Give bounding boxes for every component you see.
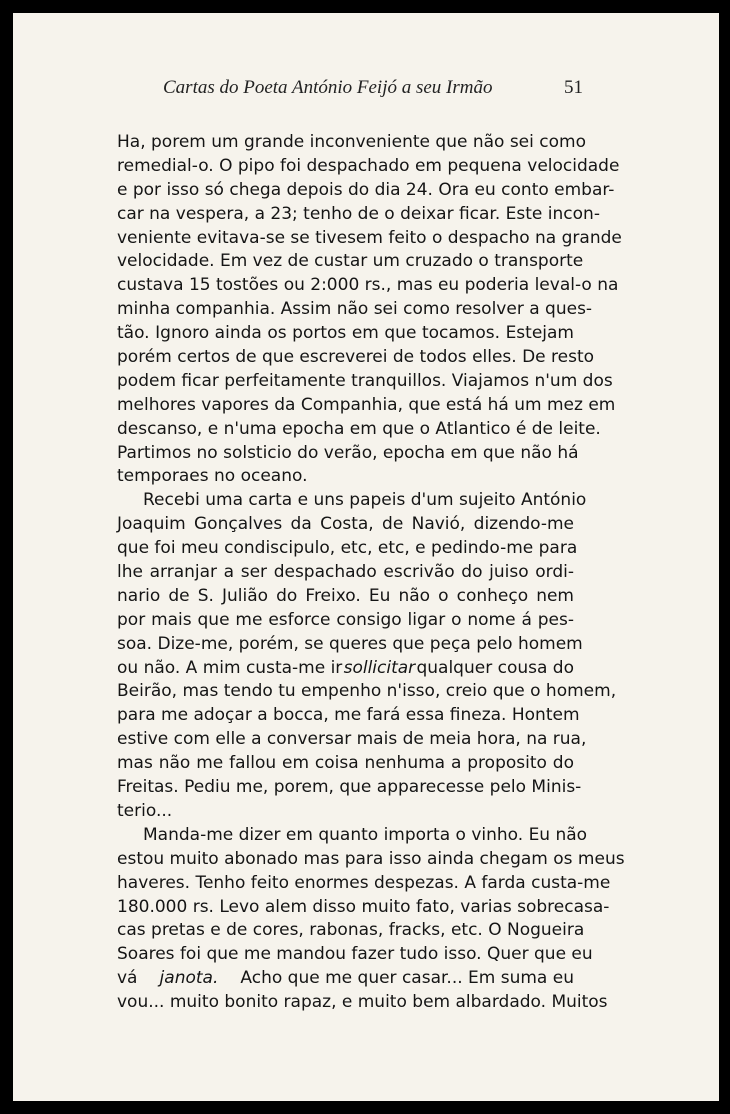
text-line: veniente evitava-se se tivesem feito o despacho na grande xyxy=(117,227,622,248)
text-line: haveres. Tenho feito enormes despezas. A farda custa-me xyxy=(117,872,611,893)
text-fragment: ou não. A mim custa-me ir xyxy=(117,657,343,678)
text-line: que foi meu condiscipulo, etc, etc, e pedindo-me para xyxy=(117,538,578,559)
text-line: Beirão, mas tendo tu empenho n'isso, creio que o homem, xyxy=(117,681,617,702)
text-line: terio... xyxy=(117,800,173,821)
text-line: estive com elle a conversar mais de meia hora, na rua, xyxy=(117,729,587,750)
paragraph-3 xyxy=(117,824,625,1015)
italic-word: janota. xyxy=(159,968,219,989)
text-line: vou... muito bonito rapaz, e muito bem albardado. Muitos xyxy=(117,992,608,1013)
text-line: remedial-o. O pipo foi despachado em pequena velocidade xyxy=(117,155,620,176)
text-line: Ha, porem um grande inconveniente que não sei como xyxy=(117,132,586,152)
text-line: e por isso só chega depois do dia 24. Ora eu conto embar- xyxy=(117,179,615,200)
text-line: nario de S. Julião do Freixo. Eu não o conheço nem xyxy=(117,585,574,606)
text-line: custava 15 tostões ou 2:000 rs., mas eu poderia leval-o na xyxy=(117,275,619,296)
text-fragment: vá xyxy=(117,968,138,989)
paragraph-2 xyxy=(117,489,617,823)
page-number: 51 xyxy=(564,77,583,98)
paragraph-1 xyxy=(117,131,622,489)
page-header xyxy=(163,77,583,107)
text-line: Partimos no solsticio do verão, epocha em que não há xyxy=(117,442,579,463)
text-line: porém certos de que escreverei de todos elles. De resto xyxy=(117,347,595,368)
text-line xyxy=(117,967,574,991)
text-line: velocidade. Em vez de custar um cruzado o transporte xyxy=(117,251,584,272)
text-line: melhores vapores da Companhia, que está há um mez em xyxy=(117,394,616,415)
text-line: Soares foi que me mandou fazer tudo isso. Quer que eu xyxy=(117,944,593,965)
text-line: para me adoçar a bocca, me fará essa fineza. Hontem xyxy=(117,705,580,726)
text-line: Manda-me dizer em quanto importa o vinho. Eu não xyxy=(143,824,588,845)
text-line: lhe arranjar a ser despachado escrivão do juiso ordi- xyxy=(117,562,574,583)
text-line: soa. Dize-me, porém, se queres que peça pelo homem xyxy=(117,633,583,654)
text-line: descanso, e n'uma epocha em que o Atlantico é de leite. xyxy=(117,418,601,439)
body-text xyxy=(117,131,625,1015)
text-line: Joaquim Gonçalves da Costa, de Navió, dizendo-me xyxy=(117,514,574,535)
text-fragment: Acho que me quer casar... Em suma eu xyxy=(240,968,574,989)
text-line: por mais que me esforce consigo ligar o nome á pes- xyxy=(117,609,574,630)
text-fragment: qualquer cousa do xyxy=(416,657,574,678)
text-line: podem ficar perfeitamente tranquillos. Viajamos n'um dos xyxy=(117,370,613,391)
text-line: Recebi uma carta e uns papeis d'um sujeito António xyxy=(143,490,587,511)
text-line: cas pretas e de cores, rabonas, fracks, etc. O Nogueira xyxy=(117,920,585,941)
text-line: car na vespera, a 23; tenho de o deixar ficar. Este incon- xyxy=(117,203,600,224)
text-line: minha companhia. Assim não sei como resolver a ques- xyxy=(117,299,593,320)
text-line: 180.000 rs. Levo alem disso muito fato, varias sobrecasa- xyxy=(117,896,610,917)
italic-word: sollicitar xyxy=(343,657,416,678)
text-line xyxy=(117,657,574,681)
text-line: estou muito abonado mas para isso ainda chegam os meus xyxy=(117,848,625,869)
running-title: Cartas do Poeta António Feijó a seu Irmão xyxy=(163,77,493,98)
text-line: Freitas. Pediu me, porem, que apparecesse pelo Minis- xyxy=(117,777,582,798)
book-page xyxy=(13,13,719,1101)
text-line: mas não me fallou em coisa nenhuma a proposito do xyxy=(117,753,574,774)
text-line: tão. Ignoro ainda os portos em que tocamos. Estejam xyxy=(117,323,574,344)
text-line: temporaes no oceano. xyxy=(117,466,308,487)
